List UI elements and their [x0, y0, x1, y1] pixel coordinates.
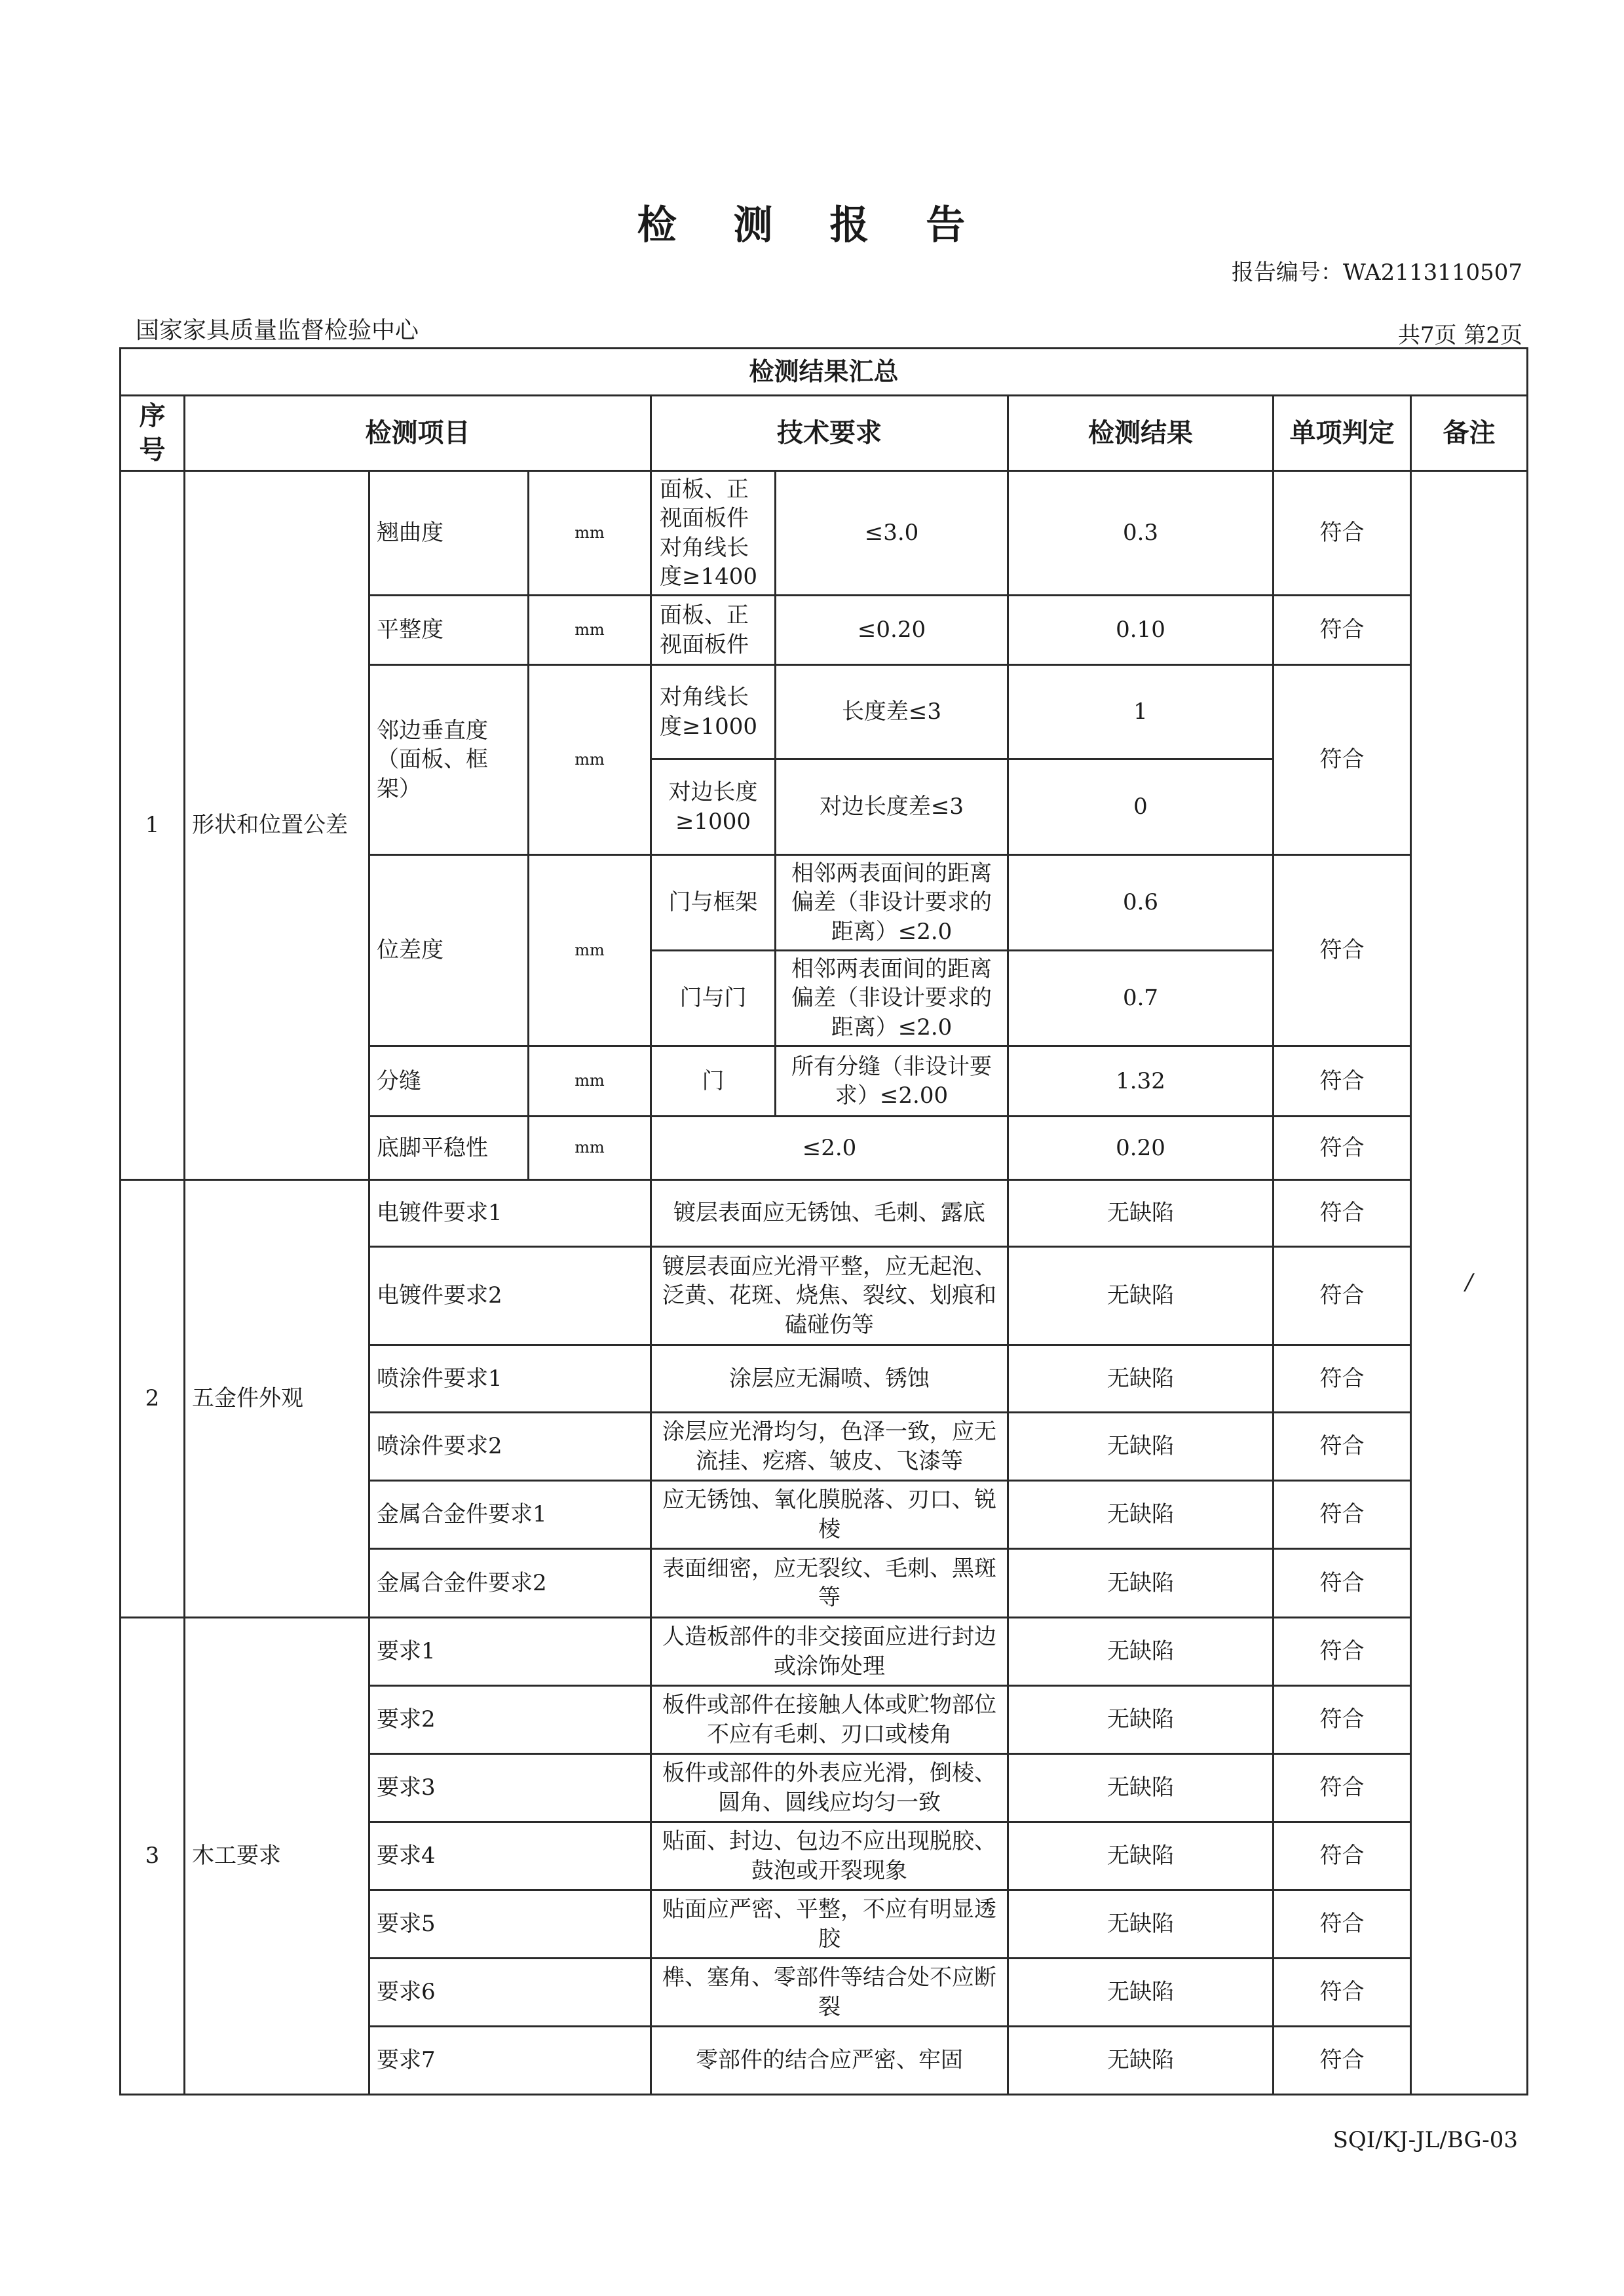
requirement: 长度差≤3 — [776, 665, 1008, 759]
requirement: 镀层表面应无锈蚀、毛刺、露底 — [651, 1180, 1008, 1247]
page-indicator: 共7页 第2页 — [1397, 322, 1522, 349]
requirement: 表面细密，应无裂纹、毛刺、黑斑等 — [651, 1549, 1008, 1618]
item-name: 金属合金件要求2 — [369, 1549, 651, 1618]
result: 0.20 — [1008, 1117, 1274, 1180]
condition: 对角线长度≥1000 — [651, 665, 776, 759]
requirement: ≤2.0 — [651, 1117, 1008, 1180]
verdict: 符合 — [1274, 1549, 1411, 1618]
result: 无缺陷 — [1008, 1890, 1274, 1959]
item-name: 位差度 — [369, 855, 529, 1046]
result: 无缺陷 — [1008, 1345, 1274, 1413]
requirement: 相邻两表面间的距离偏差（非设计要求的距离）≤2.0 — [776, 951, 1008, 1046]
item-name: 电镀件要求2 — [369, 1247, 651, 1345]
result: 无缺陷 — [1008, 1481, 1274, 1549]
group-name: 木工要求 — [185, 1618, 369, 2095]
requirement: 贴面、封边、包边不应出现脱胶、鼓泡或开裂现象 — [651, 1822, 1008, 1890]
report-title: 检 测 报 告 — [637, 202, 987, 248]
unit-label: mm — [529, 471, 651, 596]
result: 无缺陷 — [1008, 1754, 1274, 1822]
verdict: 符合 — [1274, 471, 1411, 596]
requirement: 所有分缝（非设计要求）≤2.00 — [776, 1046, 1008, 1117]
group-seq: 1 — [121, 471, 185, 1180]
result: 1 — [1008, 665, 1274, 759]
result: 0.7 — [1008, 951, 1274, 1046]
condition: 门 — [651, 1046, 776, 1117]
verdict: 符合 — [1274, 596, 1411, 665]
result: 0.10 — [1008, 596, 1274, 665]
requirement: 板件或部件在接触人体或贮物部位不应有毛刺、刃口或棱角 — [651, 1686, 1008, 1754]
item-name: 平整度 — [369, 596, 529, 665]
verdict: 符合 — [1274, 1247, 1411, 1345]
requirement: 涂层应光滑均匀，色泽一致，应无流挂、疙瘩、皱皮、飞漆等 — [651, 1413, 1008, 1481]
item-name: 喷涂件要求2 — [369, 1413, 651, 1481]
condition: 门与门 — [651, 951, 776, 1046]
column-header-seq: 序号 — [121, 396, 185, 471]
item-name: 喷涂件要求1 — [369, 1345, 651, 1413]
result: 无缺陷 — [1008, 1180, 1274, 1247]
item-name: 底脚平稳性 — [369, 1117, 529, 1180]
result: 无缺陷 — [1008, 1686, 1274, 1754]
form-code: SQI/KJ-JL/BG-03 — [1332, 2127, 1518, 2153]
unit-label: mm — [529, 596, 651, 665]
requirement: 板件或部件的外表应光滑，倒棱、圆角、圆线应均匀一致 — [651, 1754, 1008, 1822]
requirement: 涂层应无漏喷、锈蚀 — [651, 1345, 1008, 1413]
result: 0 — [1008, 759, 1274, 855]
item-name: 要求4 — [369, 1822, 651, 1890]
group-seq: 2 — [121, 1180, 185, 1618]
group-name: 形状和位置公差 — [185, 471, 369, 1180]
results-summary-table — [119, 347, 1528, 2095]
verdict: 符合 — [1274, 1180, 1411, 1247]
verdict: 符合 — [1274, 1959, 1411, 2027]
requirement: 贴面应严密、平整，不应有明显透胶 — [651, 1890, 1008, 1959]
verdict: 符合 — [1274, 1822, 1411, 1890]
requirement: ≤0.20 — [776, 596, 1008, 665]
result: 1.32 — [1008, 1046, 1274, 1117]
unit-label: mm — [529, 1046, 651, 1117]
unit-label: mm — [529, 1117, 651, 1180]
condition: 面板、正视面板件 — [651, 596, 776, 665]
item-name: 分缝 — [369, 1046, 529, 1117]
table-row — [121, 1180, 1528, 1247]
result: 无缺陷 — [1008, 1247, 1274, 1345]
table-row — [121, 471, 1528, 596]
condition: 面板、正视面板件对角线长度≥1400 — [651, 471, 776, 596]
requirement: 相邻两表面间的距离偏差（非设计要求的距离）≤2.0 — [776, 855, 1008, 951]
verdict: 符合 — [1274, 2027, 1411, 2095]
column-header-item: 检测项目 — [185, 396, 651, 471]
column-header-result: 检测结果 — [1008, 396, 1274, 471]
requirement: 对边长度差≤3 — [776, 759, 1008, 855]
verdict: 符合 — [1274, 1413, 1411, 1481]
column-header-remark: 备注 — [1411, 396, 1528, 471]
result: 0.6 — [1008, 855, 1274, 951]
result: 0.3 — [1008, 471, 1274, 596]
requirement: 榫、塞角、零部件等结合处不应断裂 — [651, 1959, 1008, 2027]
requirement: 镀层表面应光滑平整，应无起泡、泛黄、花斑、烧焦、裂纹、划痕和磕碰伤等 — [651, 1247, 1008, 1345]
table-row — [121, 1618, 1528, 1686]
result: 无缺陷 — [1008, 2027, 1274, 2095]
requirement: 应无锈蚀、氧化膜脱落、刃口、锐棱 — [651, 1481, 1008, 1549]
table-caption: 检测结果汇总 — [121, 349, 1528, 396]
condition: 门与框架 — [651, 855, 776, 951]
verdict: 符合 — [1274, 1686, 1411, 1754]
item-name: 要求7 — [369, 2027, 651, 2095]
item-name: 金属合金件要求1 — [369, 1481, 651, 1549]
result: 无缺陷 — [1008, 1618, 1274, 1686]
report-number: 报告编号：WA2113110507 — [1231, 259, 1522, 286]
column-header-requirement: 技术要求 — [651, 396, 1008, 471]
result: 无缺陷 — [1008, 1413, 1274, 1481]
verdict: 符合 — [1274, 1117, 1411, 1180]
item-name: 要求1 — [369, 1618, 651, 1686]
verdict: 符合 — [1274, 1618, 1411, 1686]
requirement: 零部件的结合应严密、牢固 — [651, 2027, 1008, 2095]
item-name: 邻边垂直度（面板、框架） — [369, 665, 529, 855]
verdict: 符合 — [1274, 1481, 1411, 1549]
result: 无缺陷 — [1008, 1822, 1274, 1890]
verdict: 符合 — [1274, 855, 1411, 1046]
condition: 对边长度≥1000 — [651, 759, 776, 855]
remark: / — [1411, 471, 1528, 2095]
verdict: 符合 — [1274, 1754, 1411, 1822]
result: 无缺陷 — [1008, 1549, 1274, 1618]
item-name: 要求2 — [369, 1686, 651, 1754]
unit-label: mm — [529, 855, 651, 1046]
group-name: 五金件外观 — [185, 1180, 369, 1618]
unit-label: mm — [529, 665, 651, 855]
item-name: 电镀件要求1 — [369, 1180, 651, 1247]
column-header-verdict: 单项判定 — [1274, 396, 1411, 471]
requirement: 人造板部件的非交接面应进行封边或涂饰处理 — [651, 1618, 1008, 1686]
item-name: 要求6 — [369, 1959, 651, 2027]
verdict: 符合 — [1274, 1046, 1411, 1117]
item-name: 要求3 — [369, 1754, 651, 1822]
result: 无缺陷 — [1008, 1959, 1274, 2027]
verdict: 符合 — [1274, 1890, 1411, 1959]
item-name: 要求5 — [369, 1890, 651, 1959]
item-name: 翘曲度 — [369, 471, 529, 596]
verdict: 符合 — [1274, 1345, 1411, 1413]
group-seq: 3 — [121, 1618, 185, 2095]
verdict: 符合 — [1274, 665, 1411, 855]
requirement: ≤3.0 — [776, 471, 1008, 596]
issuing-organization: 国家家具质量监督检验中心 — [136, 317, 419, 344]
